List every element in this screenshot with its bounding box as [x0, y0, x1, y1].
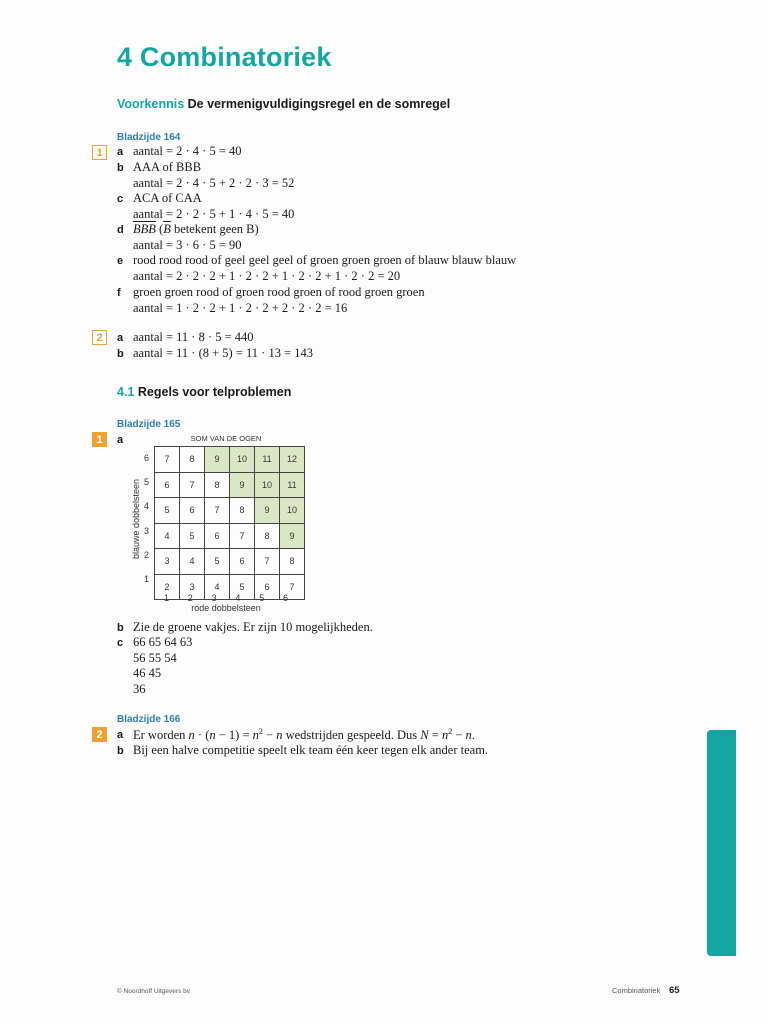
chapter-side-tab — [707, 730, 736, 956]
grid-cell: 4 — [180, 549, 205, 575]
answer-line: aantal = 11 · 8 · 5 = 440 — [133, 330, 254, 344]
exponent: 2 — [258, 727, 263, 736]
grid-cell: 3 — [180, 574, 205, 600]
page-reference: Bladzijde 166 — [117, 714, 181, 725]
section-title: De vermenigvuldigingsregel en de somregel — [187, 97, 451, 111]
grid-cell: 6 — [255, 574, 280, 600]
grid-cell: 8 — [230, 498, 255, 524]
math-var: n — [441, 728, 449, 743]
section-heading-4-1 — [117, 385, 291, 399]
math-var: n — [465, 728, 472, 743]
answer-line: 56 55 54 — [133, 651, 177, 665]
grid-cell: 2 — [155, 574, 180, 600]
row-labels — [144, 446, 153, 591]
math-var: n — [276, 728, 283, 743]
column-label: 6 — [283, 593, 289, 603]
grid-row — [155, 498, 305, 524]
grid-cell: 6 — [155, 472, 180, 498]
x-axis-label: rode dobbelsteen — [191, 603, 261, 613]
answer-line — [133, 727, 475, 743]
section-heading-voorkennis — [117, 97, 450, 111]
grid-cell: 8 — [280, 549, 305, 575]
grid-cell: 5 — [205, 549, 230, 575]
footer-chapter: Combinatoriek — [612, 986, 661, 995]
math-var: n — [252, 728, 259, 743]
grid-cell: 5 — [180, 523, 205, 549]
exercise-number-box: 1 — [92, 432, 107, 447]
text: wedstrijden gespeeld. Dus — [282, 728, 421, 743]
item-letter: c — [117, 637, 124, 649]
section-keyword: 4.1 — [117, 385, 135, 399]
text: − — [262, 728, 277, 743]
item-letter: a — [117, 332, 124, 344]
grid-cell: 8 — [180, 447, 205, 473]
chapter-title: 4 Combinatoriek — [117, 42, 332, 72]
item-letter: b — [117, 348, 124, 360]
answer-line: AAA of BBB — [133, 160, 202, 174]
page-number: 65 — [669, 985, 680, 996]
answer-line: groen groen rood of groen rood groen of rood groen groen — [133, 285, 425, 299]
answer-line: 66 65 64 63 — [133, 635, 193, 649]
grid-cell: 6 — [205, 523, 230, 549]
row-label: 5 — [144, 477, 150, 488]
answer-line: ACA of CAA — [133, 191, 202, 205]
grid-cell: 10 — [230, 447, 255, 473]
row-label: 3 — [144, 525, 150, 536]
answer-line: aantal = 2 · 4 · 5 = 40 — [133, 144, 242, 158]
math-var: n — [209, 728, 216, 743]
page-reference: Bladzijde 164 — [117, 132, 181, 143]
grid-cell: 9 — [230, 472, 255, 498]
grid-cell: 7 — [205, 498, 230, 524]
item-letter: b — [117, 745, 124, 757]
text: ( — [155, 222, 164, 236]
item-letter: a — [117, 434, 124, 446]
exercise-number-box: 2 — [92, 330, 107, 345]
grid-cell: 7 — [255, 549, 280, 575]
column-label: 2 — [187, 593, 193, 603]
grid-cell: 10 — [255, 472, 280, 498]
answer-line: 36 — [133, 682, 146, 696]
math-var: N — [420, 728, 429, 743]
grid-cell: 7 — [180, 472, 205, 498]
grid-cell: 4 — [205, 574, 230, 600]
footer-copyright: © Noordhoff Uitgevers bv — [117, 988, 190, 995]
item-letter: c — [117, 193, 124, 205]
section-keyword: Voorkennis — [117, 97, 185, 111]
column-label: 5 — [259, 593, 265, 603]
item-letter: b — [117, 162, 124, 174]
item-letter: e — [117, 255, 124, 267]
exercise-number-box: 1 — [92, 145, 107, 160]
text: − — [452, 728, 466, 743]
grid-cell: 9 — [280, 523, 305, 549]
answer-line: aantal = 11 · (8 + 5) = 11 · 13 = 143 — [133, 346, 314, 360]
grid-cell: 8 — [255, 523, 280, 549]
answer-line: rood rood rood of geel geel geel of groen groen groen of blauw blauw blauw — [133, 253, 517, 267]
text: · ( — [194, 728, 210, 743]
page-reference: Bladzijde 165 — [117, 419, 181, 430]
grid-cell: 10 — [280, 498, 305, 524]
grid-cell: 5 — [155, 498, 180, 524]
overline-symbol: $\overline{BBB}$ — [133, 222, 156, 236]
grid-cell: 12 — [280, 447, 305, 473]
grid-row — [155, 549, 305, 575]
answer-line: aantal = 3 · 6 · 5 = 90 — [133, 238, 242, 252]
answer-line: aantal = 1 · 2 · 2 + 1 · 2 · 2 + 2 · 2 · 2 = 16 — [133, 301, 348, 315]
grid-cell: 6 — [180, 498, 205, 524]
exponent: 2 — [448, 727, 453, 736]
answer-line: Bij een halve competitie speelt elk team één keer tegen elk ander team. — [133, 743, 489, 757]
grid-cell: 3 — [155, 549, 180, 575]
column-label: 4 — [235, 593, 241, 603]
math-var: n — [188, 728, 195, 743]
y-axis-label: blauwe dobbelsteen — [131, 478, 141, 560]
answer-line — [133, 222, 259, 237]
grid-cell: 11 — [255, 447, 280, 473]
row-label: 4 — [144, 501, 150, 512]
grid-cell: 7 — [280, 574, 305, 600]
grid-cell: 5 — [230, 574, 255, 600]
grid-cell: 4 — [155, 523, 180, 549]
row-label: 2 — [144, 549, 150, 560]
row-label: 1 — [144, 573, 150, 584]
dice-sum-grid — [154, 446, 305, 600]
answer-line: aantal = 2 · 2 · 5 + 1 · 4 · 5 = 40 — [133, 207, 295, 221]
grid-cell: 9 — [255, 498, 280, 524]
item-letter: a — [117, 146, 124, 158]
text: betekent geen B) — [170, 222, 259, 236]
grid-cell: 6 — [230, 549, 255, 575]
grid-cell: 7 — [155, 447, 180, 473]
answer-line: Zie de groene vakjes. Er zijn 10 mogelijkheden. — [133, 620, 373, 634]
grid-title: SOM VAN DE OGEN — [190, 434, 262, 443]
answer-line: 46 45 — [133, 666, 162, 680]
section-title: Regels voor telproblemen — [137, 385, 292, 399]
text: Er worden — [133, 728, 189, 743]
row-label: 6 — [144, 453, 150, 463]
grid-row — [155, 472, 305, 498]
grid-cell: 7 — [230, 523, 255, 549]
item-letter: f — [117, 287, 121, 299]
text: − 1) = — [215, 728, 253, 743]
exercise-number-box: 2 — [92, 727, 107, 742]
grid-cell: 9 — [205, 447, 230, 473]
column-label: 3 — [211, 593, 217, 603]
column-label: 1 — [164, 593, 170, 603]
grid-row — [155, 523, 305, 549]
item-letter: a — [117, 729, 124, 741]
item-letter: d — [117, 224, 124, 236]
answer-line: aantal = 2 · 4 · 5 + 2 · 2 · 3 = 52 — [133, 176, 295, 190]
text: = — [428, 728, 442, 743]
grid-cell: 11 — [280, 472, 305, 498]
item-letter: b — [117, 622, 124, 634]
text: . — [471, 728, 475, 743]
grid-cell: 8 — [205, 472, 230, 498]
grid-row — [155, 447, 305, 473]
overline-symbol: $\overline{B}$ — [163, 222, 171, 236]
answer-line: aantal = 2 · 2 · 2 + 1 · 2 · 2 + 1 · 2 · 2 + 1 · 2 · 2 = 20 — [133, 269, 401, 283]
